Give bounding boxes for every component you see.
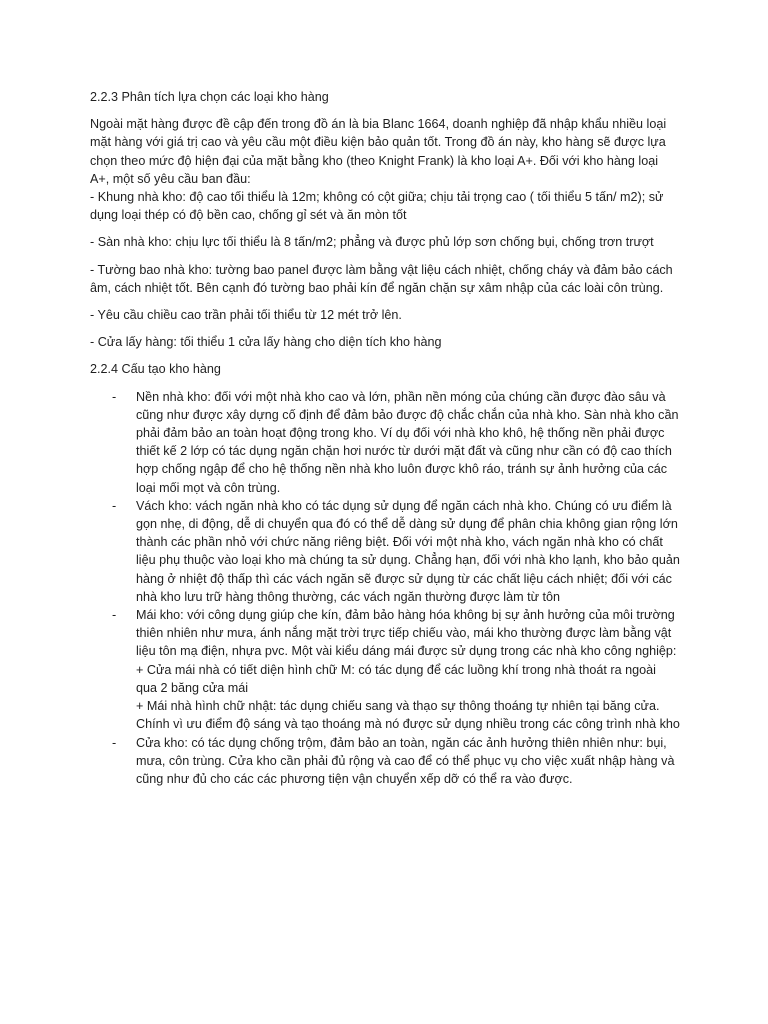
text-line: - Sàn nhà kho: chịu lực tối thiểu là 8 tấn/m2; phẳng và được phủ lớp sơn chống bụi, chống trơn trượt: [90, 235, 654, 250]
door-requirement-paragraph: [90, 333, 690, 351]
text-line: + Cửa mái nhà có tiết diện hình chữ M: có tác dụng để các luồng khí trong nhà thoát ra ngoài: [136, 662, 656, 677]
text-line: Ngoài mặt hàng được đề cập đến trong đồ án là bia Blanc 1664, doanh nghiệp đã nhập khẩu nhiều loại: [90, 117, 667, 132]
text-line: thiên nhiên như mưa, ánh nắng mặt trời trực tiếp chiếu vào, mái kho thường được làm bằng vật: [136, 626, 672, 641]
text-line: âm, cách nhiệt tốt. Bên cạnh đó tường bao phải kín để ngăn chặn sự xâm nhập của các loài côn trùng.: [90, 280, 664, 295]
text-line: mưa, côn trùng. Cửa kho cần phải đủ rộng và cao để có thể phục vụ cho việc xuất nhập hàng và: [136, 753, 675, 768]
wall-requirement-paragraph: [90, 261, 690, 297]
text-line: thiết kế 2 lớp có tác dụng ngăn chặn hơi nước từ dưới mặt đất và cũng như cần có độ cao thích: [136, 444, 672, 459]
bullet-dash: -: [112, 498, 117, 513]
text-line: - Yêu cầu chiều cao trần phải tối thiểu từ 12 mét trở lên.: [90, 308, 402, 323]
bullet-item-floor: [90, 388, 690, 497]
bullet-item-roof: [90, 606, 690, 733]
text-line: thành các phần nhỏ với chức năng riêng biệt. Đối với một nhà kho, vách ngăn nhà kho có chất: [136, 535, 663, 550]
text-line: cũng như đủ cho các các phương tiện vận chuyển xếp dỡ có thể ra vào được.: [136, 771, 573, 786]
text-line: Chính vì ưu điểm độ sáng và tạo thoáng mà nó được sử dụng nhiều trong các công trình nhà kho: [136, 717, 680, 732]
floor-requirement-paragraph: [90, 233, 690, 251]
text-line: - Khung nhà kho: độ cao tối thiểu là 12m; không có cột giữa; chịu tải trọng cao ( tối thiểu 5 tấn/ m2); sử: [90, 190, 664, 205]
text-line: chọn theo mức độ hiện đại của mặt bằng kho (theo Knight Frank) là kho loại A+. Đối với kho hàng loại: [90, 153, 659, 168]
text-line: phải đảm bảo an toàn hoạt động trong kho. Ví dụ đối với nhà kho khô, hệ thống nền phải được: [136, 426, 665, 441]
text-line: cũng như được xây dựng cố định để đảm bảo được độ chắc chắn của nhà kho. Sàn nhà kho cần: [136, 407, 679, 422]
text-line: liệu tôn mạ điện, nhựa pvc. Một vài kiểu dáng mái được sử dụng trong các nhà kho công nghiệp:: [136, 644, 677, 659]
text-line: nhà kho lưu trữ hàng thông thường, các vách ngăn thường được làm từ tôn: [136, 589, 561, 604]
bullet-dash: -: [112, 389, 117, 404]
text-line: qua 2 băng cửa mái: [136, 680, 249, 695]
text-line: Vách kho: vách ngăn nhà kho có tác dụng sử dụng để ngăn cách nhà kho. Chúng có ưu điểm là: [136, 498, 672, 513]
bullet-item-door: [90, 734, 690, 789]
text-line: Mái kho: với công dụng giúp che kín, đảm bảo hàng hóa không bị sự ảnh hưởng của môi trường: [136, 608, 675, 623]
bullet-item-partition: [90, 497, 690, 606]
document-page: [90, 88, 690, 788]
text-line: loại mối mọt và côn trùng.: [136, 480, 281, 495]
structure-bullet-list: [90, 388, 690, 788]
text-line: liệu phụ thuộc vào loại kho mà chúng ta sử dụng. Chẳng hạn, đối với nhà kho lạnh, kho bảo quản: [136, 553, 680, 568]
text-line: hợp chống ngập để cho hệ thống nền nhà kho luôn được khô ráo, tránh sự ảnh hưởng của các: [136, 462, 668, 477]
ceiling-requirement-paragraph: [90, 306, 690, 324]
text-line: - Tường bao nhà kho: tường bao panel được làm bằng vật liệu cách nhiệt, chống cháy và đảm bảo cách: [90, 262, 673, 277]
text-line: mặt hàng với giá trị cao và yêu cầu một điều kiện bảo quản tốt. Trong đồ án này, kho hàng sẽ được lựa: [90, 135, 666, 150]
text-line: + Mái nhà hình chữ nhật: tác dụng chiếu sang và thạo sự thông thoáng tự nhiên tại băng cửa.: [136, 699, 660, 714]
bullet-dash: -: [112, 735, 117, 750]
section-heading-2-2-4: 2.2.4 Cấu tạo kho hàng: [90, 362, 221, 377]
section-heading-2-2-3: 2.2.3 Phân tích lựa chọn các loại kho hàng: [90, 90, 329, 104]
text-line: dụng loại thép có độ bền cao, chống gỉ sét và ăn mòn tốt: [90, 208, 407, 223]
text-line: Cửa kho: có tác dụng chống trộm, đảm bảo an toàn, ngăn các ảnh hưởng thiên nhiên như: bụi,: [136, 735, 667, 750]
text-line: Nền nhà kho: đối với một nhà kho cao và lớn, phần nền móng của chúng cần được đào sâu và: [136, 389, 666, 404]
text-line: gọn nhẹ, di động, dễ di chuyển qua đó có thể dễ dàng sử dụng để phân chia không gian rộng lớn: [136, 517, 678, 532]
intro-paragraph: [90, 115, 690, 224]
text-line: A+, một số yêu cầu ban đầu:: [90, 171, 251, 186]
text-line: - Cửa lấy hàng: tối thiểu 1 cửa lấy hàng cho diện tích kho hàng: [90, 335, 442, 350]
text-line: hàng ở nhiệt độ thấp thì các vách ngăn sẽ được sử dụng từ các chất liệu cách nhiệt; đối với các: [136, 571, 672, 586]
bullet-dash: -: [112, 608, 117, 623]
